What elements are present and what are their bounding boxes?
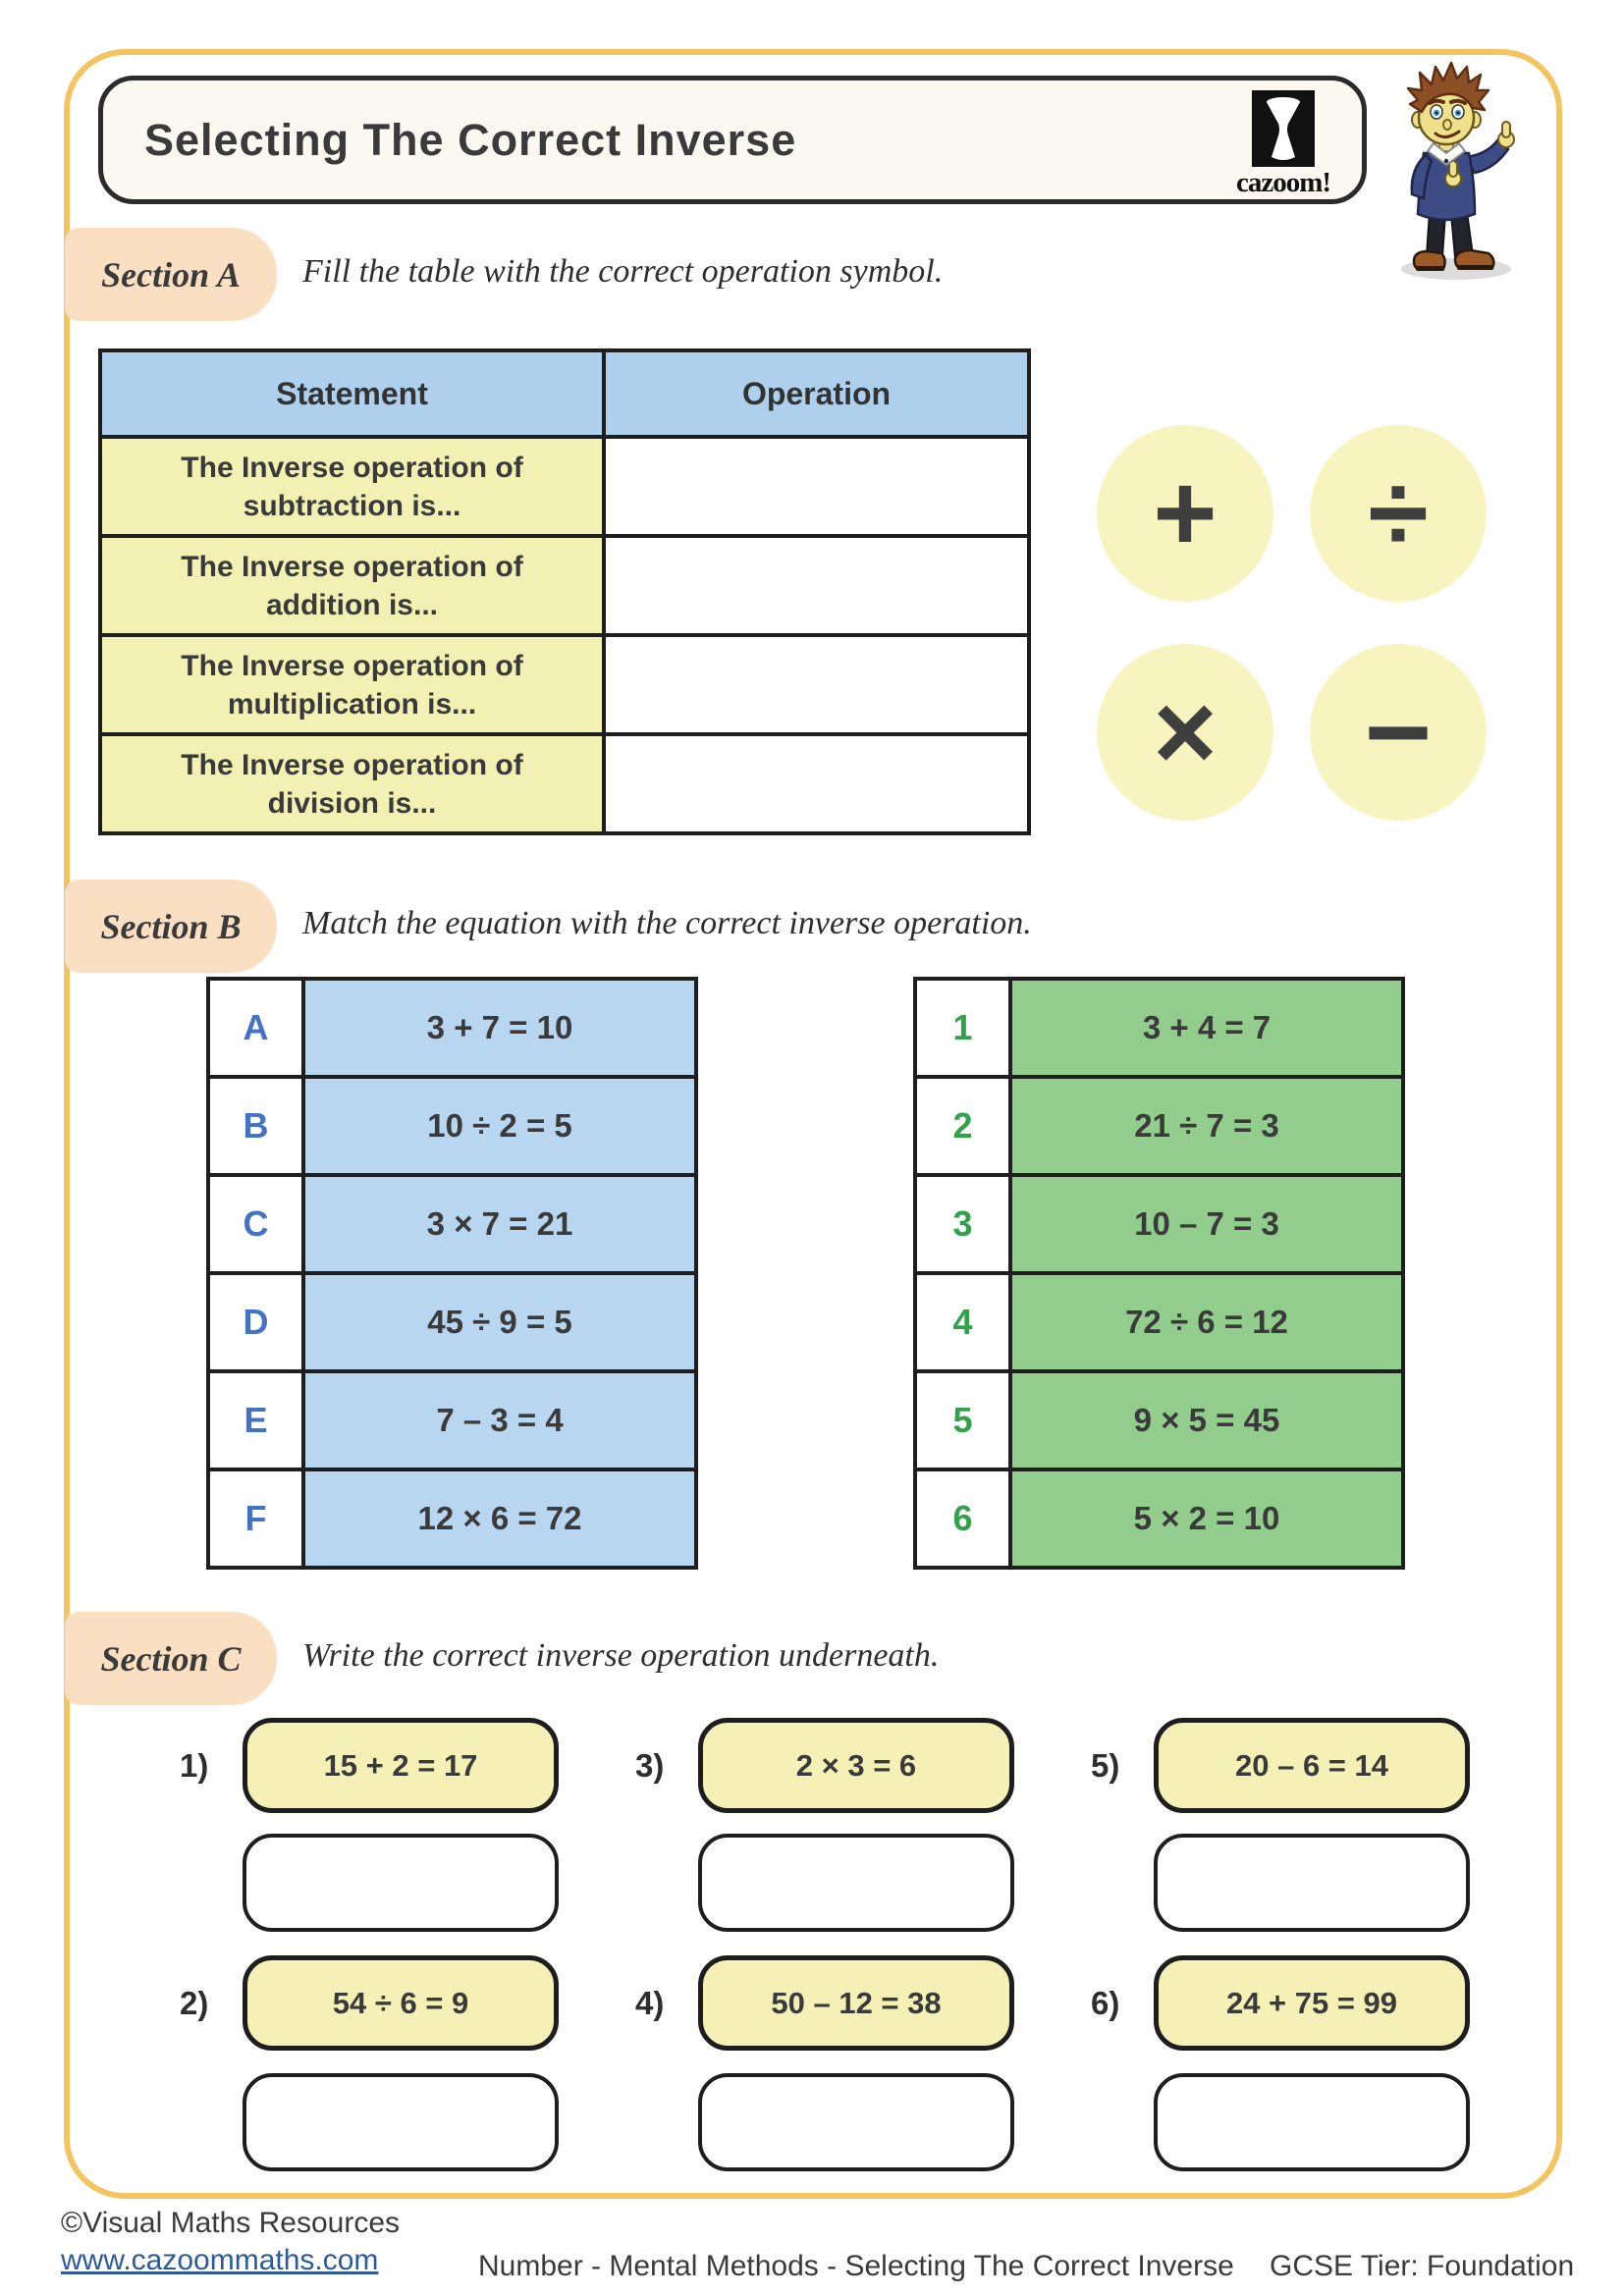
section-a-table [98, 348, 1031, 835]
match-key: B [208, 1077, 303, 1175]
table-row [100, 437, 1029, 536]
match-row [915, 1469, 1403, 1568]
answer-box[interactable] [698, 1834, 1014, 1932]
match-equation[interactable]: 72 ÷ 6 = 12 [1010, 1273, 1403, 1371]
operation-answer-cell[interactable] [604, 536, 1029, 635]
statement-cell: The Inverse operation of subtraction is... [100, 437, 604, 536]
match-equation[interactable]: 10 – 7 = 3 [1010, 1175, 1403, 1273]
section-a-instruction: Fill the table with the correct operation symbol. [302, 253, 944, 290]
match-key: 3 [915, 1175, 1010, 1273]
problem-number: 4) [635, 1985, 665, 2021]
match-key: F [208, 1469, 303, 1568]
statement-cell: The Inverse operation of addition is... [100, 536, 604, 635]
match-row [915, 1077, 1403, 1175]
operation-answer-cell[interactable] [604, 437, 1029, 536]
section-b-left-table [206, 977, 698, 1570]
table-row [100, 635, 1029, 734]
page-title: Selecting The Correct Inverse [144, 114, 797, 165]
match-equation[interactable]: 21 ÷ 7 = 3 [1010, 1077, 1403, 1175]
section-c-instruction: Write the correct inverse operation underneath. [302, 1637, 940, 1674]
match-row [208, 1469, 696, 1568]
match-equation[interactable]: 9 × 5 = 45 [1010, 1371, 1403, 1469]
match-row [915, 1175, 1403, 1273]
table-row [100, 536, 1029, 635]
cazoom-logo [1220, 90, 1346, 197]
match-equation[interactable]: 45 ÷ 9 = 5 [303, 1273, 696, 1371]
problem-equation: 24 + 75 = 99 [1154, 1955, 1470, 2051]
problem-number: 3) [635, 1747, 665, 1784]
section-a-label: Section A [65, 228, 277, 321]
plus-symbol-option[interactable]: + [1097, 425, 1273, 602]
section-b-right-table [913, 977, 1405, 1570]
match-row [208, 1077, 696, 1175]
problem-equation: 50 – 12 = 38 [698, 1955, 1014, 2051]
tier-label: GCSE Tier: Foundation [1270, 2250, 1575, 2282]
match-key: E [208, 1371, 303, 1469]
match-row [915, 1273, 1403, 1371]
match-row [208, 1273, 696, 1371]
answer-box[interactable] [243, 1834, 559, 1932]
divide-symbol-option[interactable]: ÷ [1310, 425, 1487, 602]
answer-box[interactable] [698, 2073, 1014, 2171]
logo-wordmark: cazoom! [1235, 167, 1331, 198]
column-header-statement: Statement [100, 350, 604, 437]
drum-icon [1252, 90, 1315, 167]
match-equation[interactable]: 5 × 2 = 10 [1010, 1469, 1403, 1568]
section-c-label: Section C [65, 1612, 277, 1705]
match-key: A [208, 979, 303, 1077]
problem-number: 2) [180, 1985, 209, 2021]
section-b-label: Section B [65, 880, 277, 973]
match-key: C [208, 1175, 303, 1273]
problem-number: 1) [180, 1747, 209, 1784]
statement-cell: The Inverse operation of multiplication is... [100, 635, 604, 734]
answer-box[interactable] [243, 2073, 559, 2171]
match-equation[interactable]: 7 – 3 = 4 [303, 1371, 696, 1469]
match-key: 2 [915, 1077, 1010, 1175]
answer-box[interactable] [1154, 1834, 1470, 1932]
answer-box[interactable] [1154, 2073, 1470, 2171]
problem-equation: 54 ÷ 6 = 9 [243, 1955, 559, 2051]
match-key: 5 [915, 1371, 1010, 1469]
match-row [915, 979, 1403, 1077]
copyright-text: ©Visual Maths Resources [61, 2207, 401, 2239]
match-key: D [208, 1273, 303, 1371]
problem-number: 6) [1091, 1985, 1120, 2021]
worksheet-breadcrumb: Number - Mental Methods - Selecting The Correct Inverse [478, 2250, 1234, 2282]
mascot-boy-icon [1386, 59, 1534, 287]
minus-symbol-option[interactable]: − [1310, 644, 1487, 821]
table-header-row [100, 350, 1029, 437]
match-equation[interactable]: 3 + 4 = 7 [1010, 979, 1403, 1077]
match-row [208, 1371, 696, 1469]
match-equation[interactable]: 10 ÷ 2 = 5 [303, 1077, 696, 1175]
match-row [915, 1371, 1403, 1469]
website-link[interactable]: www.cazoommaths.com [61, 2244, 379, 2276]
problem-equation: 15 + 2 = 17 [243, 1718, 559, 1813]
match-equation[interactable]: 12 × 6 = 72 [303, 1469, 696, 1568]
title-box [98, 76, 1367, 204]
match-equation[interactable]: 3 + 7 = 10 [303, 979, 696, 1077]
section-b-instruction: Match the equation with the correct inverse operation. [302, 905, 1032, 941]
operation-answer-cell[interactable] [604, 734, 1029, 833]
match-key: 4 [915, 1273, 1010, 1371]
column-header-operation: Operation [604, 350, 1029, 437]
multiply-symbol-option[interactable]: × [1097, 644, 1273, 821]
match-key: 1 [915, 979, 1010, 1077]
problem-number: 5) [1091, 1747, 1120, 1784]
statement-cell: The Inverse operation of division is... [100, 734, 604, 833]
match-equation[interactable]: 3 × 7 = 21 [303, 1175, 696, 1273]
table-row [100, 734, 1029, 833]
problem-equation: 20 – 6 = 14 [1154, 1718, 1470, 1813]
problem-equation: 2 × 3 = 6 [698, 1718, 1014, 1813]
match-row [208, 1175, 696, 1273]
match-row [208, 979, 696, 1077]
operation-answer-cell[interactable] [604, 635, 1029, 734]
match-key: 6 [915, 1469, 1010, 1568]
